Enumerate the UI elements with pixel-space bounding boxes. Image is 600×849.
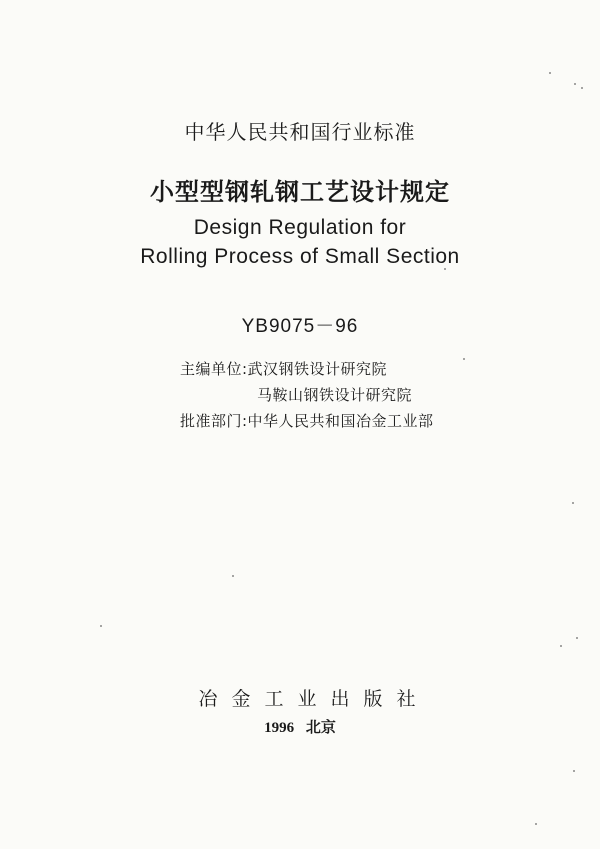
scan-speck <box>535 823 537 825</box>
scan-speck <box>573 770 575 772</box>
scan-speck <box>576 637 578 639</box>
scan-speck <box>574 83 576 85</box>
chief-editor-unit: 主编单位:武汉钢铁设计研究院 <box>180 360 388 378</box>
industry-standard-label: 中华人民共和国行业标准 <box>184 120 416 144</box>
scan-speck <box>100 625 102 627</box>
scan-speck <box>463 358 465 360</box>
approval-department: 批准部门:中华人民共和国冶金工业部 <box>180 412 434 430</box>
scan-speck <box>560 645 562 647</box>
english-title-line1: Design Regulation for <box>193 216 407 239</box>
publication-city: 北京 <box>305 720 336 736</box>
publication-date <box>0 716 600 737</box>
chinese-title: 小型型钢轧钢工艺设计规定 <box>150 178 450 206</box>
scan-speck <box>232 575 234 577</box>
co-editor-unit: 马鞍山钢铁设计研究院 <box>257 386 413 404</box>
scan-speck <box>444 268 446 270</box>
english-title-line2: Rolling Process of Small Section <box>140 245 460 268</box>
scan-speck <box>581 87 583 89</box>
scan-speck <box>549 72 551 74</box>
scan-speck <box>572 502 574 504</box>
publisher-name: 冶金工业出版社 <box>198 688 430 710</box>
standard-code: YB9075－96 <box>241 316 359 337</box>
publication-year: 1996 <box>264 720 295 736</box>
